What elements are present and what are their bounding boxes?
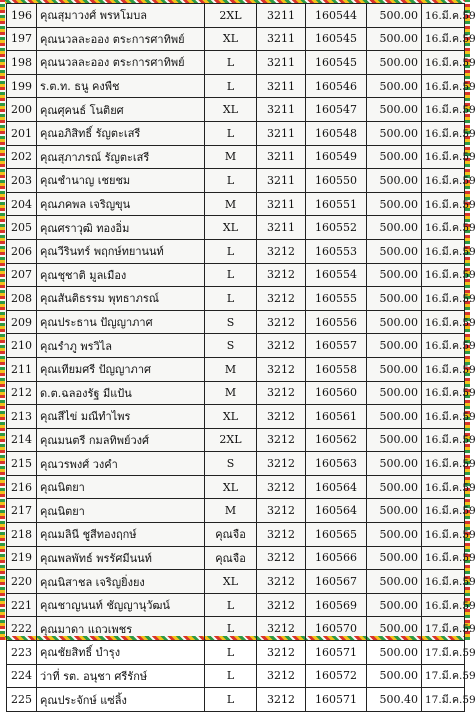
date-cell: 16.มี.ค.59 bbox=[422, 263, 465, 287]
name-cell: คุณประจักษ์ แซ่ลิ้ง bbox=[37, 688, 205, 712]
row-number-cell: 197 bbox=[7, 27, 37, 51]
name-cell: คุณวีรินทร์ พฤกษ์ทยานนท์ bbox=[37, 239, 205, 263]
name-cell: คุณนิตยา bbox=[37, 499, 205, 523]
code-cell: 3212 bbox=[257, 263, 306, 287]
code-cell: 3211 bbox=[257, 145, 306, 169]
row-number-cell: 217 bbox=[7, 499, 37, 523]
table-row bbox=[7, 263, 465, 287]
id-cell: 160549 bbox=[306, 145, 367, 169]
table-row bbox=[7, 169, 465, 193]
table-row bbox=[7, 641, 465, 665]
row-number-cell: 214 bbox=[7, 428, 37, 452]
id-cell: 160554 bbox=[306, 263, 367, 287]
date-cell: 17.มี.ค.59 bbox=[422, 688, 465, 712]
size-cell: M bbox=[205, 357, 257, 381]
id-cell: 160547 bbox=[306, 98, 367, 122]
table-row bbox=[7, 287, 465, 311]
date-cell: 16.มี.ค.59 bbox=[422, 475, 465, 499]
size-cell: 2XL bbox=[205, 4, 257, 28]
amount-cell: 500.00 bbox=[367, 51, 422, 75]
date-cell: 16.มี.ค.59 bbox=[422, 381, 465, 405]
row-number-cell: 198 bbox=[7, 51, 37, 75]
size-cell: L bbox=[205, 169, 257, 193]
size-cell: XL bbox=[205, 405, 257, 429]
row-number-cell: 201 bbox=[7, 121, 37, 145]
code-cell: 3212 bbox=[257, 546, 306, 570]
code-cell: 3212 bbox=[257, 641, 306, 665]
amount-cell: 500.00 bbox=[367, 4, 422, 28]
row-number-cell: 200 bbox=[7, 98, 37, 122]
date-cell: 17.มี.ค.59 bbox=[422, 641, 465, 665]
row-number-cell: 221 bbox=[7, 593, 37, 617]
code-cell: 3212 bbox=[257, 664, 306, 688]
table-row bbox=[7, 310, 465, 334]
name-cell: คุณชาญนนท์ ชัญญานุวัฒน์ bbox=[37, 593, 205, 617]
date-cell: 16.มี.ค.59 bbox=[422, 310, 465, 334]
amount-cell: 500.00 bbox=[367, 121, 422, 145]
date-cell: 16.มี.ค.59 bbox=[422, 74, 465, 98]
date-cell: 16.มี.ค.59 bbox=[422, 570, 465, 594]
date-cell: 16.มี.ค.59 bbox=[422, 239, 465, 263]
row-number-cell: 224 bbox=[7, 664, 37, 688]
name-cell: คุณนวลละออง ตระการศาทิพย์ bbox=[37, 51, 205, 75]
code-cell: 3212 bbox=[257, 334, 306, 358]
amount-cell: 500.00 bbox=[367, 475, 422, 499]
code-cell: 3212 bbox=[257, 570, 306, 594]
code-cell: 3212 bbox=[257, 688, 306, 712]
table-row bbox=[7, 523, 465, 547]
code-cell: 3212 bbox=[257, 239, 306, 263]
code-cell: 3211 bbox=[257, 74, 306, 98]
id-cell: 160551 bbox=[306, 192, 367, 216]
name-cell: คุณนิตยา bbox=[37, 475, 205, 499]
code-cell: 3211 bbox=[257, 51, 306, 75]
code-cell: 3212 bbox=[257, 523, 306, 547]
amount-cell: 500.00 bbox=[367, 405, 422, 429]
name-cell: คุณศุคนธ์ โนติยศ bbox=[37, 98, 205, 122]
id-cell: 160569 bbox=[306, 593, 367, 617]
table-row bbox=[7, 239, 465, 263]
size-cell: XL bbox=[205, 570, 257, 594]
table-row bbox=[7, 334, 465, 358]
date-cell: 16.มี.ค.59 bbox=[422, 192, 465, 216]
row-number-cell: 212 bbox=[7, 381, 37, 405]
size-cell: XL bbox=[205, 475, 257, 499]
id-cell: 160556 bbox=[306, 310, 367, 334]
table-row bbox=[7, 357, 465, 381]
date-cell: 16.มี.ค.59 bbox=[422, 593, 465, 617]
id-cell: 160566 bbox=[306, 546, 367, 570]
id-cell: 160571 bbox=[306, 641, 367, 665]
date-cell: 16.มี.ค.59 bbox=[422, 546, 465, 570]
id-cell: 160546 bbox=[306, 74, 367, 98]
code-cell: 3211 bbox=[257, 121, 306, 145]
amount-cell: 500.00 bbox=[367, 641, 422, 665]
date-cell: 16.มี.ค.59 bbox=[422, 51, 465, 75]
id-cell: 160545 bbox=[306, 51, 367, 75]
name-cell: ด.ต.ฉลองรัฐ มีแป้น bbox=[37, 381, 205, 405]
id-cell: 160561 bbox=[306, 405, 367, 429]
row-number-cell: 208 bbox=[7, 287, 37, 311]
row-number-cell: 225 bbox=[7, 688, 37, 712]
amount-cell: 500.00 bbox=[367, 169, 422, 193]
registration-table bbox=[6, 3, 476, 712]
date-cell: 16.มี.ค.59 bbox=[422, 499, 465, 523]
code-cell: 3211 bbox=[257, 192, 306, 216]
name-cell: คุณประธาน ปัญญาภาศ bbox=[37, 310, 205, 334]
amount-cell: 500.00 bbox=[367, 499, 422, 523]
name-cell: คุณสุภาภรณ์ รัญตะเสรี bbox=[37, 145, 205, 169]
date-cell: 17.มี.ค.59 bbox=[422, 664, 465, 688]
table-row bbox=[7, 475, 465, 499]
row-number-cell: 219 bbox=[7, 546, 37, 570]
date-cell: 16.มี.ค.59 bbox=[422, 27, 465, 51]
row-number-cell: 215 bbox=[7, 452, 37, 476]
row-number-cell: 223 bbox=[7, 641, 37, 665]
size-cell: L bbox=[205, 593, 257, 617]
amount-cell: 500.00 bbox=[367, 334, 422, 358]
size-cell: XL bbox=[205, 27, 257, 51]
name-cell: คุณเทียมศรี ปัญญาภาศ bbox=[37, 357, 205, 381]
amount-cell: 500.00 bbox=[367, 546, 422, 570]
name-cell: คุณสีไข่ มณีทำไพร bbox=[37, 405, 205, 429]
id-cell: 160548 bbox=[306, 121, 367, 145]
amount-cell: 500.00 bbox=[367, 263, 422, 287]
id-cell: 160570 bbox=[306, 617, 367, 641]
table-row bbox=[7, 121, 465, 145]
row-number-cell: 220 bbox=[7, 570, 37, 594]
amount-cell: 500.40 bbox=[367, 688, 422, 712]
table-row bbox=[7, 428, 465, 452]
code-cell: 3211 bbox=[257, 216, 306, 240]
row-number-cell: 203 bbox=[7, 169, 37, 193]
name-cell: คุณชำนาญ เชยชม bbox=[37, 169, 205, 193]
code-cell: 3211 bbox=[257, 27, 306, 51]
size-cell: M bbox=[205, 381, 257, 405]
date-cell: 16.มี.ค.59 bbox=[422, 523, 465, 547]
row-number-cell: 196 bbox=[7, 4, 37, 28]
date-cell: 16.มี.ค.59 bbox=[422, 216, 465, 240]
amount-cell: 500.00 bbox=[367, 27, 422, 51]
amount-cell: 500.00 bbox=[367, 593, 422, 617]
name-cell: ร.ต.ท. ธนู คงพืช bbox=[37, 74, 205, 98]
id-cell: 160552 bbox=[306, 216, 367, 240]
amount-cell: 500.00 bbox=[367, 664, 422, 688]
amount-cell: 500.00 bbox=[367, 523, 422, 547]
code-cell: 3212 bbox=[257, 405, 306, 429]
code-cell: 3212 bbox=[257, 381, 306, 405]
amount-cell: 500.00 bbox=[367, 570, 422, 594]
name-cell: คุณภคพล เจริญขุน bbox=[37, 192, 205, 216]
id-cell: 160571 bbox=[306, 688, 367, 712]
size-cell: L bbox=[205, 641, 257, 665]
size-cell: S bbox=[205, 452, 257, 476]
id-cell: 160564 bbox=[306, 499, 367, 523]
table-row bbox=[7, 98, 465, 122]
date-cell: 16.มี.ค.59 bbox=[422, 98, 465, 122]
table-row bbox=[7, 381, 465, 405]
code-cell: 3212 bbox=[257, 475, 306, 499]
code-cell: 3212 bbox=[257, 452, 306, 476]
id-cell: 160565 bbox=[306, 523, 367, 547]
date-cell: 16.มี.ค.59 bbox=[422, 405, 465, 429]
row-number-cell: 213 bbox=[7, 405, 37, 429]
name-cell: คุณวรพงศ์ วงคำ bbox=[37, 452, 205, 476]
name-cell: คุณชัยสิทธิ์ บำรุง bbox=[37, 641, 205, 665]
row-number-cell: 209 bbox=[7, 310, 37, 334]
name-cell: คุณมนตรี กมลทิพย์วงศ์ bbox=[37, 428, 205, 452]
size-cell: S bbox=[205, 310, 257, 334]
row-number-cell: 206 bbox=[7, 239, 37, 263]
table-row bbox=[7, 570, 465, 594]
table-row bbox=[7, 688, 465, 712]
id-cell: 160555 bbox=[306, 287, 367, 311]
table-row bbox=[7, 51, 465, 75]
name-cell: คุณนวลละออง ตระการศาทิพย์ bbox=[37, 27, 205, 51]
name-cell: คุณรำภู พรวิไล bbox=[37, 334, 205, 358]
date-cell: 16.มี.ค.59 bbox=[422, 287, 465, 311]
id-cell: 160553 bbox=[306, 239, 367, 263]
id-cell: 160550 bbox=[306, 169, 367, 193]
code-cell: 3212 bbox=[257, 593, 306, 617]
amount-cell: 500.00 bbox=[367, 357, 422, 381]
row-number-cell: 211 bbox=[7, 357, 37, 381]
size-cell: M bbox=[205, 499, 257, 523]
size-cell: คุณจือ bbox=[205, 546, 257, 570]
date-cell: 16.มี.ค.59 bbox=[422, 121, 465, 145]
size-cell: L bbox=[205, 287, 257, 311]
date-cell: 16.มี.ค.59 bbox=[422, 169, 465, 193]
amount-cell: 500.00 bbox=[367, 74, 422, 98]
code-cell: 3212 bbox=[257, 617, 306, 641]
table-body bbox=[7, 4, 476, 712]
code-cell: 3212 bbox=[257, 310, 306, 334]
id-cell: 160563 bbox=[306, 452, 367, 476]
amount-cell: 500.00 bbox=[367, 381, 422, 405]
date-cell: 16.มี.ค.59 bbox=[422, 4, 465, 28]
row-number-cell: 205 bbox=[7, 216, 37, 240]
row-number-cell: 199 bbox=[7, 74, 37, 98]
code-cell: 3211 bbox=[257, 169, 306, 193]
name-cell: คุณชุชาติ มูลเมือง bbox=[37, 263, 205, 287]
table-row bbox=[7, 405, 465, 429]
row-number-cell: 218 bbox=[7, 523, 37, 547]
name-cell: คุณสุมาวงศ์ พรหโมบล bbox=[37, 4, 205, 28]
decorative-border-left bbox=[0, 0, 5, 640]
amount-cell: 500.00 bbox=[367, 452, 422, 476]
id-cell: 160562 bbox=[306, 428, 367, 452]
table-row bbox=[7, 499, 465, 523]
size-cell: L bbox=[205, 617, 257, 641]
size-cell: L bbox=[205, 263, 257, 287]
id-cell: 160564 bbox=[306, 475, 367, 499]
amount-cell: 500.00 bbox=[367, 617, 422, 641]
date-cell: 16.มี.ค.59 bbox=[422, 452, 465, 476]
id-cell: 160558 bbox=[306, 357, 367, 381]
table-row bbox=[7, 617, 465, 641]
size-cell: L bbox=[205, 664, 257, 688]
name-cell: คุณศราวุฒิ ทองอิ่ม bbox=[37, 216, 205, 240]
date-cell: 16.มี.ค.59 bbox=[422, 334, 465, 358]
name-cell: คุณพลพัทธ์ พรรัศมีนนท์ bbox=[37, 546, 205, 570]
size-cell: M bbox=[205, 192, 257, 216]
table-row bbox=[7, 452, 465, 476]
name-cell: คุณมลินี ชูสีทองฤกษ์ bbox=[37, 523, 205, 547]
size-cell: XL bbox=[205, 98, 257, 122]
size-cell: L bbox=[205, 74, 257, 98]
row-number-cell: 216 bbox=[7, 475, 37, 499]
code-cell: 3211 bbox=[257, 4, 306, 28]
row-number-cell: 207 bbox=[7, 263, 37, 287]
table-row bbox=[7, 546, 465, 570]
amount-cell: 500.00 bbox=[367, 428, 422, 452]
size-cell: คุณจือ bbox=[205, 523, 257, 547]
id-cell: 160557 bbox=[306, 334, 367, 358]
amount-cell: 500.00 bbox=[367, 98, 422, 122]
id-cell: 160560 bbox=[306, 381, 367, 405]
size-cell: L bbox=[205, 239, 257, 263]
code-cell: 3212 bbox=[257, 357, 306, 381]
name-cell: คุณสันติธรรม พุทธาภรณ์ bbox=[37, 287, 205, 311]
row-number-cell: 210 bbox=[7, 334, 37, 358]
code-cell: 3212 bbox=[257, 287, 306, 311]
id-cell: 160572 bbox=[306, 664, 367, 688]
amount-cell: 500.00 bbox=[367, 287, 422, 311]
size-cell: L bbox=[205, 51, 257, 75]
table-row bbox=[7, 216, 465, 240]
name-cell: คุณนิสาชล เจริญยิ่งยง bbox=[37, 570, 205, 594]
size-cell: M bbox=[205, 145, 257, 169]
table-row bbox=[7, 145, 465, 169]
amount-cell: 500.00 bbox=[367, 145, 422, 169]
id-cell: 160567 bbox=[306, 570, 367, 594]
row-number-cell: 202 bbox=[7, 145, 37, 169]
code-cell: 3212 bbox=[257, 499, 306, 523]
id-cell: 160545 bbox=[306, 27, 367, 51]
name-cell: คุณอภิสิทธิ์ รัญตะเสรี bbox=[37, 121, 205, 145]
size-cell: XL bbox=[205, 216, 257, 240]
id-cell: 160544 bbox=[306, 4, 367, 28]
size-cell: L bbox=[205, 121, 257, 145]
table-row bbox=[7, 593, 465, 617]
date-cell: 16.มี.ค.59 bbox=[422, 357, 465, 381]
amount-cell: 500.00 bbox=[367, 192, 422, 216]
date-cell: 16.มี.ค.59 bbox=[422, 428, 465, 452]
code-cell: 3212 bbox=[257, 428, 306, 452]
table-row bbox=[7, 4, 465, 28]
table-row bbox=[7, 74, 465, 98]
name-cell: คุณมาดา แถวเพชร bbox=[37, 617, 205, 641]
date-cell: 17.มี.ค.59 bbox=[422, 617, 465, 641]
name-cell: ว่าที่ รต. อนุชา ศรีรักษ์ bbox=[37, 664, 205, 688]
amount-cell: 500.00 bbox=[367, 239, 422, 263]
code-cell: 3211 bbox=[257, 98, 306, 122]
size-cell: L bbox=[205, 688, 257, 712]
row-number-cell: 222 bbox=[7, 617, 37, 641]
amount-cell: 500.00 bbox=[367, 310, 422, 334]
table-row bbox=[7, 192, 465, 216]
row-number-cell: 204 bbox=[7, 192, 37, 216]
amount-cell: 500.00 bbox=[367, 216, 422, 240]
table-row bbox=[7, 664, 465, 688]
date-cell: 16.มี.ค.59 bbox=[422, 145, 465, 169]
size-cell: 2XL bbox=[205, 428, 257, 452]
table-row bbox=[7, 27, 465, 51]
size-cell: S bbox=[205, 334, 257, 358]
